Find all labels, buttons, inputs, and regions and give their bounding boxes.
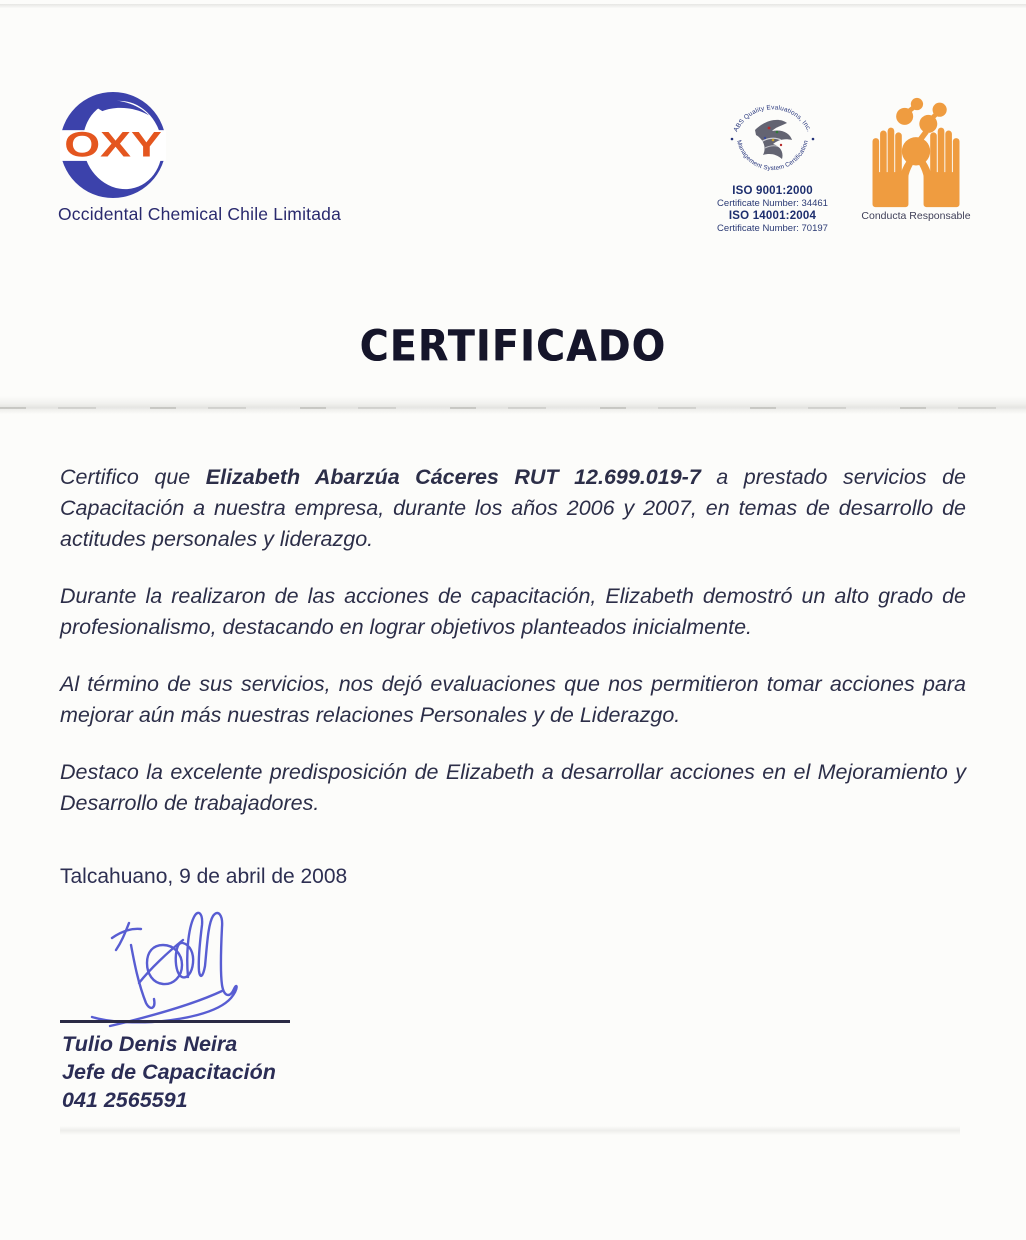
hands-molecule-icon bbox=[864, 88, 968, 208]
certificate-paragraph-3: Al término de sus servicios, nos dejó evaluaciones que nos permitieron tomar acciones para mejorar aún más nuestras relaciones Personales y de Liderazgo. bbox=[60, 672, 966, 727]
responsible-care-label: Conducta Responsable bbox=[861, 210, 971, 222]
paragraph-1-prefix: Certifico que bbox=[60, 465, 206, 489]
paragraph-1-suffix: a prestado servicios de Capacitación a nuestra empresa, durante los años 2006 y 2007, en temas de desarrollo de actitudes personales y liderazgo. bbox=[60, 465, 967, 551]
iso-9001-label: ISO 9001:2000 bbox=[732, 185, 813, 197]
oxy-wordmark: OXY bbox=[64, 125, 162, 165]
signer-phone: 041 2565591 bbox=[62, 1088, 188, 1112]
signer-title: Jefe de Capacitación bbox=[62, 1060, 276, 1084]
signature-line bbox=[60, 1020, 290, 1023]
certificate-body bbox=[60, 462, 966, 892]
iso-14001-cert-number: Certificate Number: 70197 bbox=[717, 222, 828, 234]
abs-eagle-icon bbox=[755, 120, 792, 159]
responsible-care-logo bbox=[860, 88, 972, 222]
certificate-paragraph-1 bbox=[60, 462, 966, 555]
scan-crease-top bbox=[0, 4, 1026, 8]
signer-name: Tulio Denis Neira bbox=[62, 1032, 238, 1056]
abs-certification-stamp bbox=[710, 90, 835, 234]
oxy-logo-icon bbox=[60, 92, 166, 198]
certificate-paragraph-4: Destaco la excelente predisposición de Elizabeth a desarrollar acciones en el Mejoramiento y Desarrollo de trabajadores. bbox=[60, 760, 966, 815]
handwritten-signature bbox=[70, 893, 320, 1038]
stamp-ring-top-text: ABS Quality Evaluations, Inc. bbox=[732, 104, 813, 134]
scan-crease-bottom bbox=[60, 1126, 960, 1135]
certificate-paragraph-2: Durante la realizaron de las acciones de capacitación, Elizabeth demostró un alto grado de profesionalismo, destacando en lograr objetivos planteados inicialmente. bbox=[60, 584, 966, 639]
iso-14001-label: ISO 14001:2004 bbox=[728, 209, 817, 222]
abs-stamp-icon bbox=[725, 90, 820, 185]
stamp-ring-bottom-text: Management System Certification bbox=[735, 139, 810, 173]
document-title: CERTIFICADO bbox=[359, 321, 667, 372]
signer-block bbox=[62, 1030, 276, 1114]
company-name: Occidental Chemical Chile Limitada bbox=[58, 204, 342, 224]
recipient-name-rut: Elizabeth Abarzúa Cáceres RUT 12.699.019-7 bbox=[205, 465, 701, 489]
dateline: Talcahuano, 9 de abril de 2008 bbox=[60, 865, 348, 888]
iso-9001-cert-number: Certificate Number: 34461 bbox=[717, 198, 828, 209]
scan-crease-middle bbox=[0, 396, 1026, 414]
